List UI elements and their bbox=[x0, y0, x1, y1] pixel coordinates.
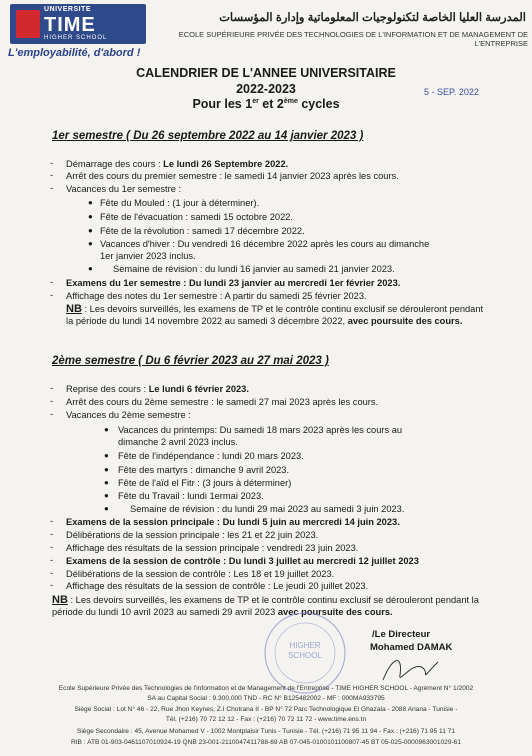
bullet: ● bbox=[104, 425, 109, 434]
semester-1-heading: 1er semestre ( Du 26 septembre 2022 au 14 janvier 2023 ) bbox=[52, 130, 364, 142]
dash: - bbox=[50, 568, 54, 578]
sem2-exams-principal: Examens de la session principale : Du lundi 5 juin au mercredi 14 juin 2023. bbox=[66, 517, 400, 527]
bullet: ● bbox=[88, 198, 93, 207]
sem1-vac-item: Fête de l'évacuation : samedi 15 octobre 2022. bbox=[100, 212, 294, 222]
french-school-name: ECOLE SUPÉRIEURE PRIVÉE DES TECHNOLOGIES DE L'INFORMATION ET DE MANAGEMENT DE L'ENTREPRISE bbox=[178, 30, 528, 48]
svg-text:HIGHER: HIGHER bbox=[289, 641, 321, 650]
bullet: ● bbox=[104, 504, 109, 513]
footer-line: RIB : ATB 01-903-0461107010924-19 QNB 23-001-2110047411788-69 AB 07-045-0100101100807-45 BT 05-025-0000963001029-61 bbox=[70, 739, 462, 746]
nb-label: NB bbox=[52, 594, 68, 606]
sem1-start: Démarrage des cours : Le lundi 26 Septembre 2022. bbox=[66, 159, 289, 169]
sem1-stop: Arrêt des cours du premier semestre : le samedi 14 janvier 2023 après les cours. bbox=[66, 171, 399, 181]
bullet: ● bbox=[104, 491, 109, 500]
sem1-note bbox=[66, 303, 486, 327]
dash: - bbox=[50, 396, 54, 406]
nb-bold-text: avec poursuite des cours. bbox=[277, 607, 393, 617]
sem2-vac-item: Fête des martyrs : dimanche 9 avril 2023. bbox=[118, 465, 290, 475]
footer-line: Ecole Supérieure Privée des Technologies de l'information et de Management de l'Entreprise - TIME HIGHER SCHOOL - Agrément N° 1/2002 bbox=[58, 685, 474, 692]
bullet: ● bbox=[88, 212, 93, 221]
director-title: /Le Directeur bbox=[372, 629, 431, 640]
nb-text: : Les devoirs surveillés, les examens de TP et le contrôle continu exclusif se dérouleront pendant la période du lundi 10 avril 2023 au samedi 29 avril 2023 bbox=[52, 595, 479, 617]
dash: - bbox=[50, 170, 54, 180]
sem2-results-principal: Affichage des résultats de la session principale : vendredi 23 juin 2023. bbox=[66, 543, 359, 553]
sem2-stop: Arrêt des cours du 2ème semestre : le samedi 27 mai 2023 après les cours. bbox=[66, 397, 379, 407]
date-stamp: 5 - SEP. 2022 bbox=[424, 87, 479, 97]
nb-bold-text: avec poursuite des cours. bbox=[347, 316, 463, 326]
dash: - bbox=[50, 277, 54, 287]
dash: - bbox=[50, 158, 54, 168]
sem1-vac-item: Vacances d'hiver : Du vendredi 16 décembre 2022 après les cours au dimanche bbox=[100, 239, 430, 249]
sem2-delib-principal: Délibérations de la session principale : les 21 et 22 juin 2023. bbox=[66, 530, 319, 540]
dash: - bbox=[50, 183, 54, 193]
logo-emblem bbox=[16, 10, 40, 38]
director-name: Mohamed DAMAK bbox=[370, 642, 453, 653]
sem2-vac-item-cont: dimanche 2 avril 2023 inclus. bbox=[118, 437, 238, 447]
sem2-vac-item: Vacances du printemps: Du samedi 18 mars 2023 après les cours au bbox=[118, 425, 403, 435]
sem1-vacations-label: Vacances du 1er semestre : bbox=[66, 184, 182, 194]
dash: - bbox=[50, 383, 54, 393]
footer-line: Tél. (+216) 70 72 12 12 - Fax : (+216) 70 72 11 72 - www.time.ens.tn bbox=[165, 716, 367, 723]
footer-line: SA au Capital Social : 9.300.000 TND - RC N° B125482002 - MF : 000MA933795 bbox=[147, 695, 385, 702]
sem1-vac-item: Fête de la révolution : samedi 17 décembre 2022. bbox=[100, 226, 305, 236]
sem2-vac-item: Fête de l'indépendance : lundi 20 mars 2023. bbox=[118, 451, 304, 461]
dash: - bbox=[50, 529, 54, 539]
sem2-vac-item: Fête de l'aïd el Fitr : (3 jours à déterminer) bbox=[118, 478, 292, 488]
dash: - bbox=[50, 542, 54, 552]
sem2-vacations-label: Vacances du 2ème semestre : bbox=[66, 410, 191, 420]
logo-time-text: TIME bbox=[44, 14, 96, 36]
sem2-vac-item: Semaine de révision : du lundi 29 mai 2023 au samedi 3 juin 2023. bbox=[130, 504, 405, 514]
footer-line: Siège Social : Lot N° 46 - 22, Rue Jhon Keynes, Z.I Chotrana II - BP N° 72 Parc Technologique El Ghazala - 2088 Ariana - Tunisie - bbox=[74, 706, 458, 713]
dash: - bbox=[50, 580, 54, 590]
footer-line: Siège Secondaire : 45, Avenue Mohamed V - 1002 Montplaisir Tunis - Tunisie - Tél. (+216) 71 95 11 94 - Fax : (+216) 71 95 11 71 bbox=[76, 728, 456, 735]
sem2-results-control: Affichage des résultats de la session de contrôle : Le jeudi 20 juillet 2023. bbox=[66, 581, 369, 591]
semester-2-heading: 2ème semestre ( Du 6 février 2023 au 27 mai 2023 ) bbox=[52, 355, 329, 367]
dash: - bbox=[50, 290, 54, 300]
sem1-vac-item: Fête du Mouled : (1 jour à déterminer). bbox=[100, 198, 260, 208]
bullet: ● bbox=[104, 478, 109, 487]
sem2-vac-item: Fête du Travail : lundi 1ermai 2023. bbox=[118, 491, 264, 501]
sem2-exams-control: Examens de la session de contrôle : Du lundi 3 juillet au mercredi 12 juillet 2023 bbox=[66, 556, 419, 566]
sem1-vac-item: Semaine de révision : du lundi 16 janvier au samedi 21 janvier 2023. bbox=[113, 264, 395, 274]
bullet: ● bbox=[88, 239, 93, 248]
sem2-delib-control: Délibérations de la session de contrôle : Les 18 et 19 juillet 2023. bbox=[66, 569, 335, 579]
sem1-vac-item-cont: 1er janvier 2023 inclus. bbox=[100, 251, 196, 261]
cycles-subtitle: Pour les 1er et 2ème cycles bbox=[192, 97, 340, 111]
bullet: ● bbox=[104, 465, 109, 474]
school-logo bbox=[10, 4, 146, 44]
nb-text: : Les devoirs surveillés, les examens de TP et le contrôle continu exclusif se dérouleront pendant la période du lundi 14 novembre 2022 au samedi 3 décembre 2022, bbox=[66, 304, 484, 326]
dash: - bbox=[50, 409, 54, 419]
sem1-exams: Examens du 1er semestre : Du lundi 23 janvier au mercredi 1er février 2023. bbox=[66, 278, 401, 288]
arabic-school-name: المدرسة العليا الخاصة لتكنولوجيات المعلوماتية وإدارة المؤسسات bbox=[219, 12, 526, 24]
sem2-start: Reprise des cours : Le lundi 6 février 2023. bbox=[66, 384, 249, 394]
tagline: L'employabilité, d'abord ! bbox=[8, 47, 141, 59]
academic-year: 2022-2023 bbox=[236, 82, 296, 96]
svg-text:SCHOOL: SCHOOL bbox=[288, 651, 322, 660]
dash: - bbox=[50, 516, 54, 526]
logo-university-text: UNIVERSITE bbox=[44, 6, 92, 13]
bullet: ● bbox=[104, 451, 109, 460]
bullet: ● bbox=[88, 264, 93, 273]
document-title: CALENDRIER DE L'ANNEE UNIVERSITAIRE bbox=[136, 66, 396, 80]
logo-higher-school-text: HIGHER SCHOOL bbox=[44, 35, 108, 41]
dash: - bbox=[50, 555, 54, 565]
nb-label: NB bbox=[66, 303, 82, 315]
bullet: ● bbox=[88, 226, 93, 235]
sem1-results: Affichage des notes du 1er semestre : A partir du samedi 25 février 2023. bbox=[66, 291, 367, 301]
